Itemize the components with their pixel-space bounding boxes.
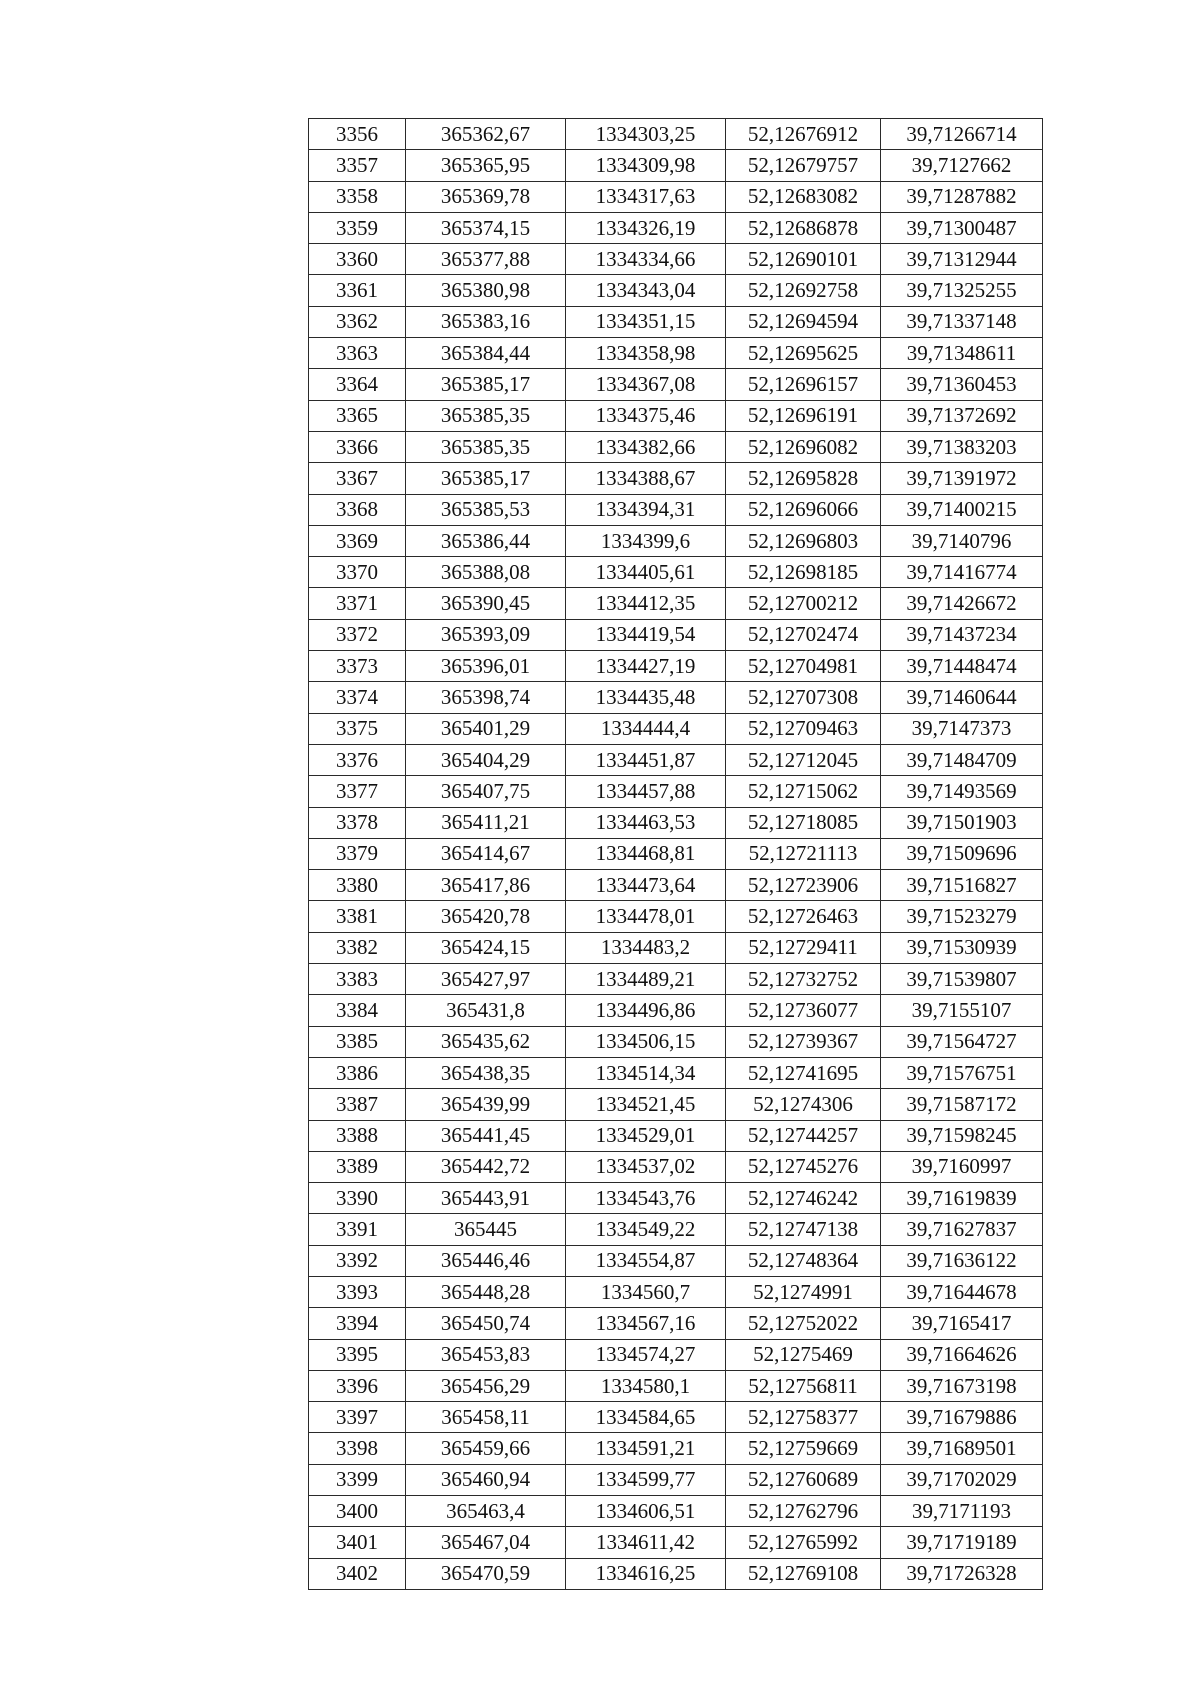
table-row — [309, 1089, 1043, 1120]
coordinates-table — [308, 118, 1043, 1590]
longitude-cell: 39,71501903 — [881, 807, 1043, 838]
point-number-cell: 3365 — [309, 400, 406, 431]
point-number-cell: 3358 — [309, 181, 406, 212]
x-coordinate-cell: 365463,4 — [406, 1496, 566, 1527]
latitude-cell: 52,12745276 — [726, 1151, 881, 1182]
longitude-cell: 39,71689501 — [881, 1433, 1043, 1464]
x-coordinate-cell: 365362,67 — [406, 119, 566, 150]
longitude-cell: 39,71726328 — [881, 1558, 1043, 1589]
y-coordinate-cell: 1334382,66 — [566, 431, 726, 462]
point-number-cell: 3394 — [309, 1308, 406, 1339]
table-row — [309, 338, 1043, 369]
y-coordinate-cell: 1334468,81 — [566, 838, 726, 869]
y-coordinate-cell: 1334574,27 — [566, 1339, 726, 1370]
y-coordinate-cell: 1334358,98 — [566, 338, 726, 369]
point-number-cell: 3362 — [309, 306, 406, 337]
table-row — [309, 181, 1043, 212]
point-number-cell: 3397 — [309, 1402, 406, 1433]
table-row — [309, 1402, 1043, 1433]
longitude-cell: 39,71539807 — [881, 964, 1043, 995]
latitude-cell: 52,12707308 — [726, 682, 881, 713]
latitude-cell: 52,12686878 — [726, 212, 881, 243]
longitude-cell: 39,7171193 — [881, 1496, 1043, 1527]
point-number-cell: 3382 — [309, 932, 406, 963]
x-coordinate-cell: 365467,04 — [406, 1527, 566, 1558]
table-row — [309, 525, 1043, 556]
table-row — [309, 494, 1043, 525]
y-coordinate-cell: 1334496,86 — [566, 995, 726, 1026]
point-number-cell: 3363 — [309, 338, 406, 369]
longitude-cell: 39,71448474 — [881, 651, 1043, 682]
point-number-cell: 3400 — [309, 1496, 406, 1527]
x-coordinate-cell: 365442,72 — [406, 1151, 566, 1182]
table-row — [309, 619, 1043, 650]
point-number-cell: 3391 — [309, 1214, 406, 1245]
latitude-cell: 52,12769108 — [726, 1558, 881, 1589]
point-number-cell: 3369 — [309, 525, 406, 556]
table-row — [309, 964, 1043, 995]
table-row — [309, 463, 1043, 494]
table-row — [309, 932, 1043, 963]
x-coordinate-cell: 365446,46 — [406, 1245, 566, 1276]
x-coordinate-cell: 365369,78 — [406, 181, 566, 212]
y-coordinate-cell: 1334343,04 — [566, 275, 726, 306]
point-number-cell: 3373 — [309, 651, 406, 682]
longitude-cell: 39,71360453 — [881, 369, 1043, 400]
y-coordinate-cell: 1334606,51 — [566, 1496, 726, 1527]
latitude-cell: 52,12692758 — [726, 275, 881, 306]
point-number-cell: 3395 — [309, 1339, 406, 1370]
x-coordinate-cell: 365456,29 — [406, 1370, 566, 1401]
table-row — [309, 557, 1043, 588]
y-coordinate-cell: 1334506,15 — [566, 1026, 726, 1057]
x-coordinate-cell: 365404,29 — [406, 744, 566, 775]
x-coordinate-cell: 365438,35 — [406, 1057, 566, 1088]
y-coordinate-cell: 1334427,19 — [566, 651, 726, 682]
x-coordinate-cell: 365424,15 — [406, 932, 566, 963]
longitude-cell: 39,71266714 — [881, 119, 1043, 150]
y-coordinate-cell: 1334483,2 — [566, 932, 726, 963]
point-number-cell: 3401 — [309, 1527, 406, 1558]
y-coordinate-cell: 1334514,34 — [566, 1057, 726, 1088]
longitude-cell: 39,71679886 — [881, 1402, 1043, 1433]
y-coordinate-cell: 1334375,46 — [566, 400, 726, 431]
table-row — [309, 400, 1043, 431]
latitude-cell: 52,12690101 — [726, 244, 881, 275]
longitude-cell: 39,71564727 — [881, 1026, 1043, 1057]
longitude-cell: 39,7140796 — [881, 525, 1043, 556]
latitude-cell: 52,12752022 — [726, 1308, 881, 1339]
longitude-cell: 39,71636122 — [881, 1245, 1043, 1276]
x-coordinate-cell: 365374,15 — [406, 212, 566, 243]
point-number-cell: 3359 — [309, 212, 406, 243]
point-number-cell: 3361 — [309, 275, 406, 306]
longitude-cell: 39,71719189 — [881, 1527, 1043, 1558]
latitude-cell: 52,12700212 — [726, 588, 881, 619]
table-row — [309, 150, 1043, 181]
point-number-cell: 3372 — [309, 619, 406, 650]
longitude-cell: 39,7155107 — [881, 995, 1043, 1026]
point-number-cell: 3381 — [309, 901, 406, 932]
latitude-cell: 52,12695625 — [726, 338, 881, 369]
point-number-cell: 3402 — [309, 1558, 406, 1589]
table-row — [309, 369, 1043, 400]
longitude-cell: 39,71325255 — [881, 275, 1043, 306]
point-number-cell: 3374 — [309, 682, 406, 713]
point-number-cell: 3390 — [309, 1183, 406, 1214]
point-number-cell: 3368 — [309, 494, 406, 525]
longitude-cell: 39,71348611 — [881, 338, 1043, 369]
longitude-cell: 39,71493569 — [881, 776, 1043, 807]
latitude-cell: 52,12698185 — [726, 557, 881, 588]
y-coordinate-cell: 1334394,31 — [566, 494, 726, 525]
table-row — [309, 1214, 1043, 1245]
point-number-cell: 3398 — [309, 1433, 406, 1464]
latitude-cell: 52,12756811 — [726, 1370, 881, 1401]
table-row — [309, 1183, 1043, 1214]
y-coordinate-cell: 1334463,53 — [566, 807, 726, 838]
y-coordinate-cell: 1334478,01 — [566, 901, 726, 932]
x-coordinate-cell: 365388,08 — [406, 557, 566, 588]
latitude-cell: 52,12721113 — [726, 838, 881, 869]
point-number-cell: 3392 — [309, 1245, 406, 1276]
x-coordinate-cell: 365448,28 — [406, 1276, 566, 1307]
x-coordinate-cell: 365427,97 — [406, 964, 566, 995]
y-coordinate-cell: 1334560,7 — [566, 1276, 726, 1307]
point-number-cell: 3378 — [309, 807, 406, 838]
table-row — [309, 1057, 1043, 1088]
table-row — [309, 1370, 1043, 1401]
table-row — [309, 838, 1043, 869]
longitude-cell: 39,7127662 — [881, 150, 1043, 181]
point-number-cell: 3371 — [309, 588, 406, 619]
x-coordinate-cell: 365435,62 — [406, 1026, 566, 1057]
latitude-cell: 52,12696191 — [726, 400, 881, 431]
x-coordinate-cell: 365453,83 — [406, 1339, 566, 1370]
y-coordinate-cell: 1334554,87 — [566, 1245, 726, 1276]
x-coordinate-cell: 365393,09 — [406, 619, 566, 650]
y-coordinate-cell: 1334457,88 — [566, 776, 726, 807]
table-row — [309, 1496, 1043, 1527]
longitude-cell: 39,7165417 — [881, 1308, 1043, 1339]
y-coordinate-cell: 1334543,76 — [566, 1183, 726, 1214]
point-number-cell: 3379 — [309, 838, 406, 869]
table-row — [309, 1026, 1043, 1057]
latitude-cell: 52,12726463 — [726, 901, 881, 932]
longitude-cell: 39,71523279 — [881, 901, 1043, 932]
longitude-cell: 39,71391972 — [881, 463, 1043, 494]
latitude-cell: 52,12744257 — [726, 1120, 881, 1151]
longitude-cell: 39,71437234 — [881, 619, 1043, 650]
latitude-cell: 52,12694594 — [726, 306, 881, 337]
table-row — [309, 212, 1043, 243]
y-coordinate-cell: 1334584,65 — [566, 1402, 726, 1433]
y-coordinate-cell: 1334367,08 — [566, 369, 726, 400]
table-row — [309, 119, 1043, 150]
x-coordinate-cell: 365383,16 — [406, 306, 566, 337]
x-coordinate-cell: 365458,11 — [406, 1402, 566, 1433]
x-coordinate-cell: 365411,21 — [406, 807, 566, 838]
point-number-cell: 3360 — [309, 244, 406, 275]
table-row — [309, 1276, 1043, 1307]
latitude-cell: 52,12723906 — [726, 870, 881, 901]
table-row — [309, 1120, 1043, 1151]
y-coordinate-cell: 1334616,25 — [566, 1558, 726, 1589]
y-coordinate-cell: 1334435,48 — [566, 682, 726, 713]
x-coordinate-cell: 365401,29 — [406, 713, 566, 744]
point-number-cell: 3377 — [309, 776, 406, 807]
longitude-cell: 39,71516827 — [881, 870, 1043, 901]
x-coordinate-cell: 365384,44 — [406, 338, 566, 369]
latitude-cell: 52,12729411 — [726, 932, 881, 963]
longitude-cell: 39,71460644 — [881, 682, 1043, 713]
table-row — [309, 651, 1043, 682]
latitude-cell: 52,12759669 — [726, 1433, 881, 1464]
longitude-cell: 39,7160997 — [881, 1151, 1043, 1182]
table-row — [309, 776, 1043, 807]
latitude-cell: 52,12741695 — [726, 1057, 881, 1088]
latitude-cell: 52,12696803 — [726, 525, 881, 556]
y-coordinate-cell: 1334567,16 — [566, 1308, 726, 1339]
y-coordinate-cell: 1334309,98 — [566, 150, 726, 181]
table-row — [309, 1339, 1043, 1370]
x-coordinate-cell: 365417,86 — [406, 870, 566, 901]
table-row — [309, 1245, 1043, 1276]
point-number-cell: 3364 — [309, 369, 406, 400]
latitude-cell: 52,12712045 — [726, 744, 881, 775]
y-coordinate-cell: 1334317,63 — [566, 181, 726, 212]
longitude-cell: 39,7147373 — [881, 713, 1043, 744]
latitude-cell: 52,12760689 — [726, 1464, 881, 1495]
y-coordinate-cell: 1334388,67 — [566, 463, 726, 494]
y-coordinate-cell: 1334334,66 — [566, 244, 726, 275]
point-number-cell: 3356 — [309, 119, 406, 150]
latitude-cell: 52,12732752 — [726, 964, 881, 995]
table-row — [309, 744, 1043, 775]
table-row — [309, 807, 1043, 838]
point-number-cell: 3393 — [309, 1276, 406, 1307]
table-row — [309, 1308, 1043, 1339]
table-row — [309, 431, 1043, 462]
y-coordinate-cell: 1334489,21 — [566, 964, 726, 995]
latitude-cell: 52,12762796 — [726, 1496, 881, 1527]
x-coordinate-cell: 365396,01 — [406, 651, 566, 682]
table-row — [309, 995, 1043, 1026]
longitude-cell: 39,71383203 — [881, 431, 1043, 462]
x-coordinate-cell: 365443,91 — [406, 1183, 566, 1214]
latitude-cell: 52,12704981 — [726, 651, 881, 682]
point-number-cell: 3389 — [309, 1151, 406, 1182]
longitude-cell: 39,71587172 — [881, 1089, 1043, 1120]
latitude-cell: 52,12747138 — [726, 1214, 881, 1245]
latitude-cell: 52,12683082 — [726, 181, 881, 212]
y-coordinate-cell: 1334303,25 — [566, 119, 726, 150]
table-row — [309, 1151, 1043, 1182]
x-coordinate-cell: 365445 — [406, 1214, 566, 1245]
point-number-cell: 3366 — [309, 431, 406, 462]
longitude-cell: 39,71702029 — [881, 1464, 1043, 1495]
point-number-cell: 3375 — [309, 713, 406, 744]
x-coordinate-cell: 365377,88 — [406, 244, 566, 275]
longitude-cell: 39,71312944 — [881, 244, 1043, 275]
y-coordinate-cell: 1334537,02 — [566, 1151, 726, 1182]
latitude-cell: 52,12736077 — [726, 995, 881, 1026]
y-coordinate-cell: 1334473,64 — [566, 870, 726, 901]
longitude-cell: 39,71598245 — [881, 1120, 1043, 1151]
x-coordinate-cell: 365441,45 — [406, 1120, 566, 1151]
x-coordinate-cell: 365386,44 — [406, 525, 566, 556]
y-coordinate-cell: 1334451,87 — [566, 744, 726, 775]
table-row — [309, 275, 1043, 306]
table-row — [309, 1527, 1043, 1558]
x-coordinate-cell: 365459,66 — [406, 1433, 566, 1464]
latitude-cell: 52,1274306 — [726, 1089, 881, 1120]
point-number-cell: 3383 — [309, 964, 406, 995]
y-coordinate-cell: 1334591,21 — [566, 1433, 726, 1464]
table-row — [309, 682, 1043, 713]
table-row — [309, 1433, 1043, 1464]
table-row — [309, 713, 1043, 744]
y-coordinate-cell: 1334412,35 — [566, 588, 726, 619]
longitude-cell: 39,71644678 — [881, 1276, 1043, 1307]
longitude-cell: 39,71619839 — [881, 1183, 1043, 1214]
latitude-cell: 52,12696157 — [726, 369, 881, 400]
y-coordinate-cell: 1334580,1 — [566, 1370, 726, 1401]
y-coordinate-cell: 1334419,54 — [566, 619, 726, 650]
longitude-cell: 39,71400215 — [881, 494, 1043, 525]
point-number-cell: 3385 — [309, 1026, 406, 1057]
table-row — [309, 870, 1043, 901]
y-coordinate-cell: 1334599,77 — [566, 1464, 726, 1495]
latitude-cell: 52,12746242 — [726, 1183, 881, 1214]
longitude-cell: 39,71576751 — [881, 1057, 1043, 1088]
y-coordinate-cell: 1334399,6 — [566, 525, 726, 556]
point-number-cell: 3387 — [309, 1089, 406, 1120]
table-row — [309, 901, 1043, 932]
x-coordinate-cell: 365380,98 — [406, 275, 566, 306]
point-number-cell: 3357 — [309, 150, 406, 181]
longitude-cell: 39,71426672 — [881, 588, 1043, 619]
latitude-cell: 52,12758377 — [726, 1402, 881, 1433]
y-coordinate-cell: 1334405,61 — [566, 557, 726, 588]
point-number-cell: 3386 — [309, 1057, 406, 1088]
latitude-cell: 52,12715062 — [726, 776, 881, 807]
point-number-cell: 3376 — [309, 744, 406, 775]
x-coordinate-cell: 365431,8 — [406, 995, 566, 1026]
point-number-cell: 3399 — [309, 1464, 406, 1495]
longitude-cell: 39,71627837 — [881, 1214, 1043, 1245]
table-row — [309, 244, 1043, 275]
x-coordinate-cell: 365407,75 — [406, 776, 566, 807]
y-coordinate-cell: 1334549,22 — [566, 1214, 726, 1245]
x-coordinate-cell: 365460,94 — [406, 1464, 566, 1495]
x-coordinate-cell: 365390,45 — [406, 588, 566, 619]
longitude-cell: 39,71287882 — [881, 181, 1043, 212]
longitude-cell: 39,71372692 — [881, 400, 1043, 431]
coordinates-table-body — [309, 119, 1043, 1590]
y-coordinate-cell: 1334351,15 — [566, 306, 726, 337]
latitude-cell: 52,12718085 — [726, 807, 881, 838]
latitude-cell: 52,12696082 — [726, 431, 881, 462]
y-coordinate-cell: 1334444,4 — [566, 713, 726, 744]
x-coordinate-cell: 365420,78 — [406, 901, 566, 932]
latitude-cell: 52,12748364 — [726, 1245, 881, 1276]
latitude-cell: 52,12695828 — [726, 463, 881, 494]
latitude-cell: 52,12765992 — [726, 1527, 881, 1558]
point-number-cell: 3384 — [309, 995, 406, 1026]
x-coordinate-cell: 365385,53 — [406, 494, 566, 525]
latitude-cell: 52,12739367 — [726, 1026, 881, 1057]
y-coordinate-cell: 1334529,01 — [566, 1120, 726, 1151]
latitude-cell: 52,1275469 — [726, 1339, 881, 1370]
point-number-cell: 3388 — [309, 1120, 406, 1151]
x-coordinate-cell: 365450,74 — [406, 1308, 566, 1339]
longitude-cell: 39,71484709 — [881, 744, 1043, 775]
x-coordinate-cell: 365439,99 — [406, 1089, 566, 1120]
y-coordinate-cell: 1334326,19 — [566, 212, 726, 243]
latitude-cell: 52,12702474 — [726, 619, 881, 650]
point-number-cell: 3396 — [309, 1370, 406, 1401]
point-number-cell: 3367 — [309, 463, 406, 494]
longitude-cell: 39,71664626 — [881, 1339, 1043, 1370]
x-coordinate-cell: 365385,35 — [406, 431, 566, 462]
latitude-cell: 52,12679757 — [726, 150, 881, 181]
latitude-cell: 52,1274991 — [726, 1276, 881, 1307]
point-number-cell: 3380 — [309, 870, 406, 901]
x-coordinate-cell: 365414,67 — [406, 838, 566, 869]
table-row — [309, 306, 1043, 337]
x-coordinate-cell: 365470,59 — [406, 1558, 566, 1589]
x-coordinate-cell: 365365,95 — [406, 150, 566, 181]
latitude-cell: 52,12676912 — [726, 119, 881, 150]
point-number-cell: 3370 — [309, 557, 406, 588]
longitude-cell: 39,71300487 — [881, 212, 1043, 243]
longitude-cell: 39,71530939 — [881, 932, 1043, 963]
table-row — [309, 1464, 1043, 1495]
longitude-cell: 39,71509696 — [881, 838, 1043, 869]
table-row — [309, 1558, 1043, 1589]
x-coordinate-cell: 365385,17 — [406, 463, 566, 494]
x-coordinate-cell: 365385,17 — [406, 369, 566, 400]
x-coordinate-cell: 365398,74 — [406, 682, 566, 713]
longitude-cell: 39,71673198 — [881, 1370, 1043, 1401]
x-coordinate-cell: 365385,35 — [406, 400, 566, 431]
latitude-cell: 52,12709463 — [726, 713, 881, 744]
longitude-cell: 39,71337148 — [881, 306, 1043, 337]
latitude-cell: 52,12696066 — [726, 494, 881, 525]
longitude-cell: 39,71416774 — [881, 557, 1043, 588]
table-row — [309, 588, 1043, 619]
y-coordinate-cell: 1334611,42 — [566, 1527, 726, 1558]
y-coordinate-cell: 1334521,45 — [566, 1089, 726, 1120]
